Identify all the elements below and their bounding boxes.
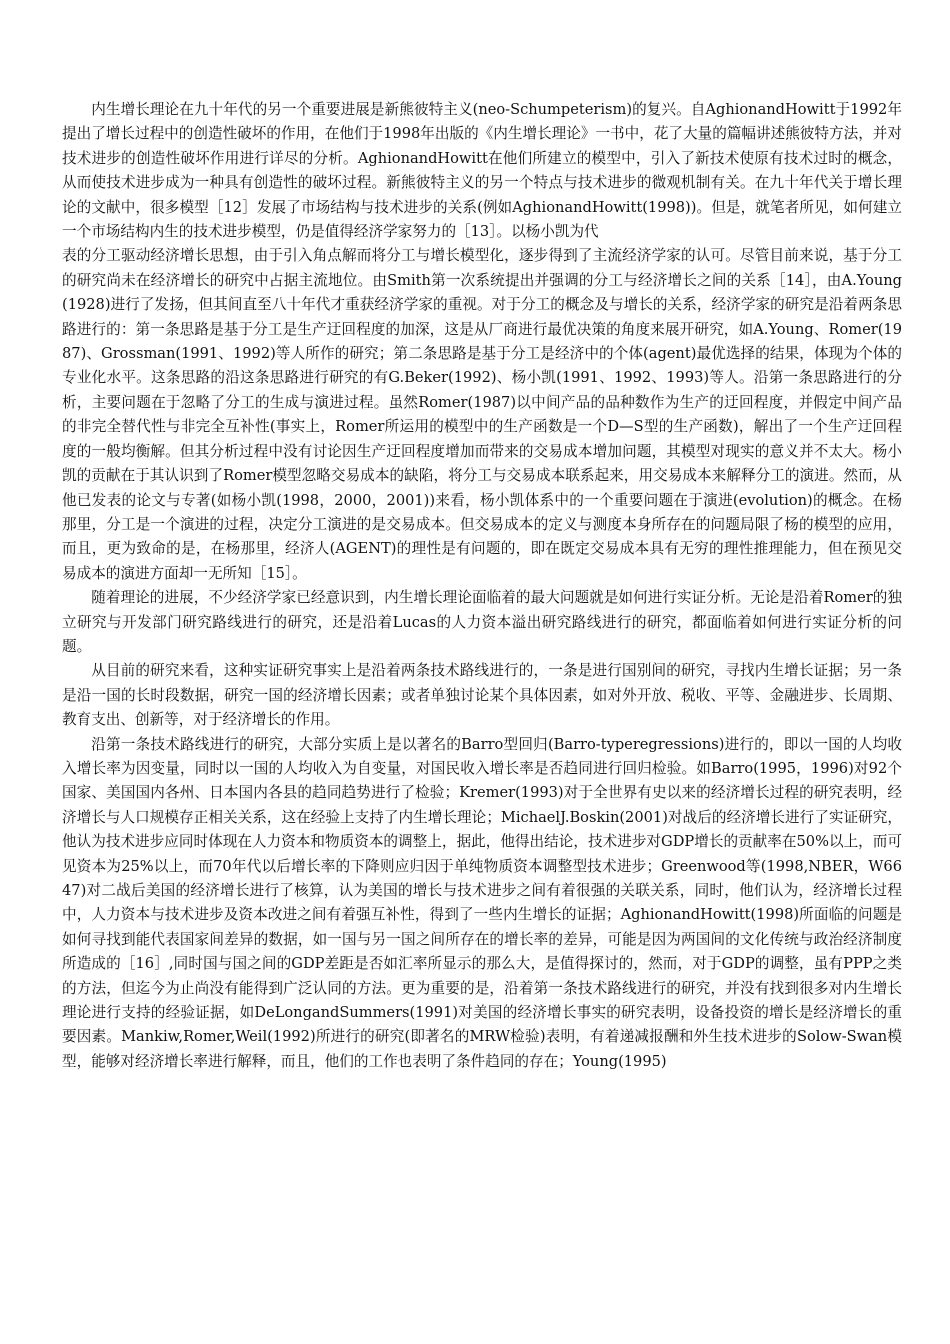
document-body: [62, 98, 902, 1074]
paragraph-division-of-labor: 表的分工驱动经济增长思想，由于引入角点解而将分工与增长模型化，逐步得到了主流经济学家的认可。尽管目前来说，基于分工的研究尚未在经济增长的研究中占据主流地位。由Smith第一次系统提出并强调的分工与经济增长之间的关系［14］，由A.Young(1928)进行了发扬，但其间直至八十年代才重获经济学家的重视。对于分工的概念及与增长的关系，经济学家的研究是沿着两条思路进行的：第一条思路是基于分工是生产迂回程度的加深，这是从厂商进行最优决策的角度来展开研究，如A.Young、Romer(1987)、Grossman(1991、1992)等人所作的研究；第二条思路是基于分工是经济中的个体(agent)最优选择的结果，体现为个体的专业化水平。这条思路的沿这条思路进行研究的有G.Beker(1992)、杨小凯(1991、1992、1993)等人。沿第一条思路进行的分析，主要问题在于忽略了分工的生成与演进过程。虽然Romer(1987)以中间产品的品种数作为生产的迂回程度，并假定中间产品的非完全替代性与非完全互补性(事实上，Romer所运用的模型中的生产函数是一个D—S型的生产函数)，解出了一个生产迂回程度的一般均衡解。但其分析过程中没有讨论因生产迂回程度增加而带来的交易成本增加问题，其模型对现实的意义并不太大。杨小凯的贡献在于其认识到了Romer模型忽略交易成本的缺陷，将分工与交易成本联系起来，用交易成本来解释分工的演进。然而，从他已发表的论文与专著(如杨小凯(1998，2000，2001))来看，杨小凯体系中的一个重要问题在于演进(evolution)的概念。在杨那里，分工是一个演进的过程，决定分工演进的是交易成本。但交易成本的定义与测度本身所存在的问题局限了杨的模型的应用，而且，更为致命的是，在杨那里，经济人(AGENT)的理性是有问题的，即在既定交易成本具有无穷的理性推理能力，但在预见交易成本的演进方面却一无所知［15］。: [62, 247, 902, 582]
paragraph-empirical-problem: 随着理论的进展，不少经济学家已经意识到，内生增长理论面临着的最大问题就是如何进行实证分析。无论是沿着Romer的独立研究与开发部门研究路线进行的研究，还是沿着Lucas的人力资本溢出研究路线进行的研究，都面临着如何进行实证分析的问题。: [62, 589, 902, 655]
paragraph-neo-schumpeterism: 内生增长理论在九十年代的另一个重要进展是新熊彼特主义(neo-Schumpeterism)的复兴。自AghionandHowitt于1992年提出了增长过程中的创造性破坏的作用，在他们于1998年出版的《内生增长理论》一书中，花了大量的篇幅讲述熊彼特方法，并对技术进步的创造性破坏作用进行详尽的分析。AghionandHowitt在他们所建立的模型中，引入了新技术使原有技术过时的概念，从而使技术进步成为一种具有创造性的破坏过程。新熊彼特主义的另一个特点与技术进步的微观机制有关。在九十年代关于增长理论的文献中，很多模型［12］发展了市场结构与技术进步的关系(例如AghionandHowitt(1998))。但是，就笔者所见，如何建立一个市场结构内生的技术进步模型，仍是值得经济学家努力的［13］。以杨小凯为代: [62, 101, 902, 241]
paragraph-two-technical-routes: 从目前的研究来看，这种实证研究事实上是沿着两条技术路线进行的，一条是进行国别间的研究，寻找内生增长证据；另一条是沿一国的长时段数据，研究一国的经济增长因素；或者单独讨论某个具体因素，如对外开放、税收、平等、金融进步、长周期、教育支出、创新等，对于经济增长的作用。: [62, 662, 902, 729]
paragraph-barro-regressions: 沿第一条技术路线进行的研究，大部分实质上是以著名的Barro型回归(Barro-typeregressions)进行的，即以一国的人均收入增长率为因变量，同时以一国的人均收入为自变量，对国民收入增长率是否趋同进行回归检验。如Barro(1995，1996)对92个国家、美国国内各州、日本国内各县的趋同趋势进行了检验；Kremer(1993)对于全世界有史以来的经济增长过程的研究表明，经济增长与人口规模存正相关关系，这在经验上支持了内生增长理论；MichaelJ.Boskin(2001)对战后的经济增长进行了实证研究，他认为技术进步应同时体现在人力资本和物质资本的调整上，据此，他得出结论，技术进步对GDP增长的贡献率在50%以上，而可见资本为25%以上，而70年代以后增长率的下降则应归因于单纯物质资本调整型技术进步；Greenwood等(1998,NBER，W6647)对二战后美国的经济增长进行了核算，认为美国的增长与技术进步之间有着很强的关联关系，同时，他们认为，经济增长过程中，人力资本与技术进步及资本改进之间有着强互补性，得到了一些内生增长的证据；AghionandHowitt(1998)所面临的问题是如何寻找到能代表国家间差异的数据，如一国与另一国之间所存在的增长率的差异，可能是因为两国间的文化传统与政治经济制度所造成的［16］,同时国与国之间的GDP差距是否如汇率所显示的那么大，是值得探讨的，然而，对于GDP的调整，虽有PPP之类的方法，但迄今为止尚没有能得到广泛认同的方法。更为重要的是，沿着第一条技术路线进行的研究，并没有找到很多对内生增长理论进行支持的经验证据，如DeLongandSummers(1991)对美国的经济增长事实的研究表明，设备投资的增长是经济增长的重要因素。Mankiw,Romer,Weil(1992)所进行的研究(即著名的MRW检验)表明，有着递减报酬和外生技术进步的Solow-Swan模型，能够对经济增长率进行解释，而且，他们的工作也表明了条件趋同的存在；Young(1995): [62, 735, 902, 1070]
